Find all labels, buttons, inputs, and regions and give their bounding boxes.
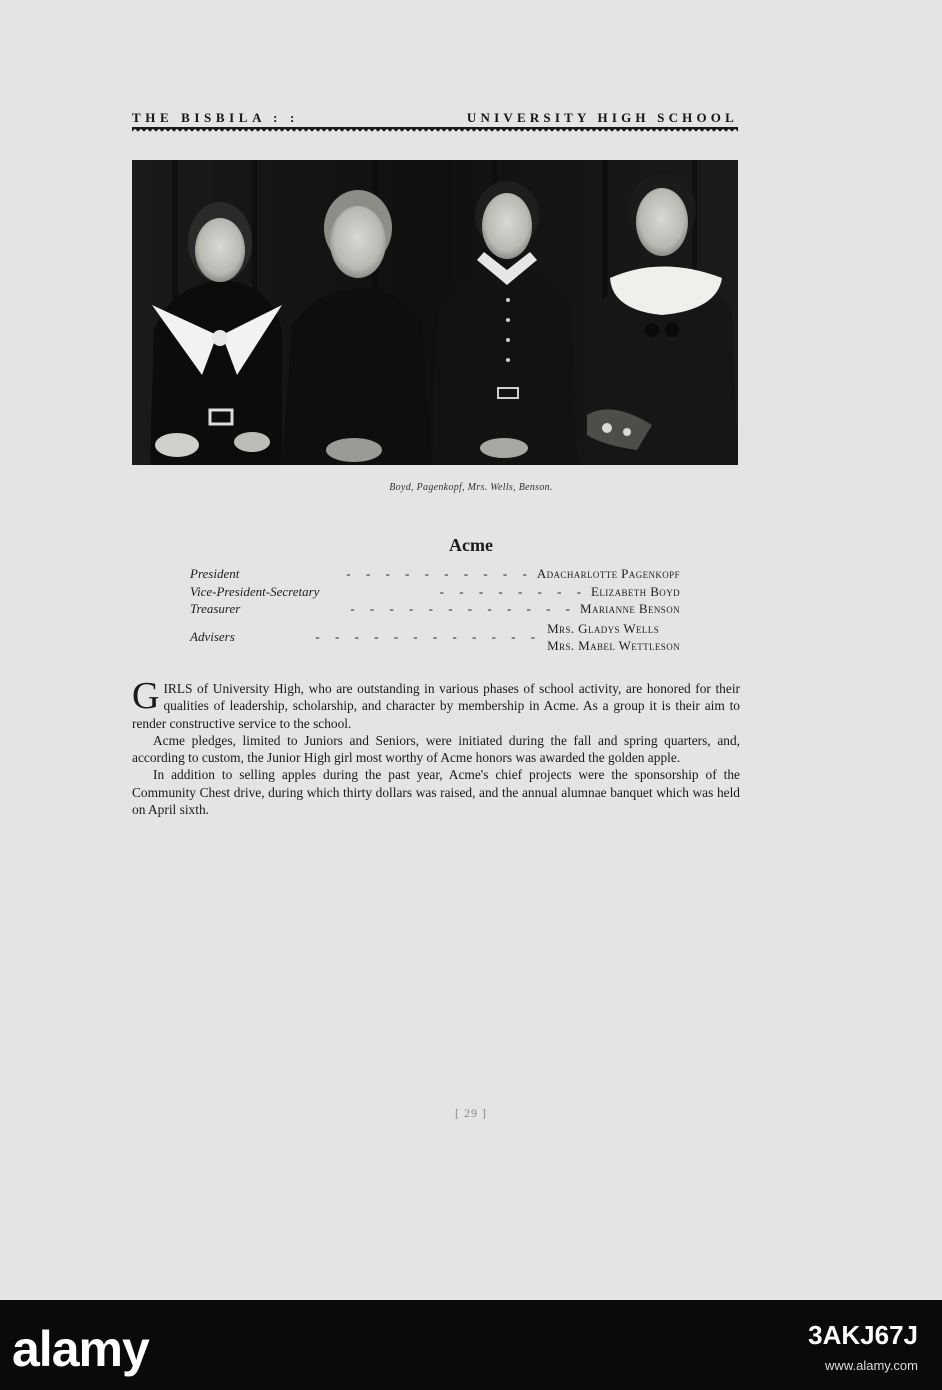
paragraph-1 xyxy=(132,675,740,732)
image-id: 3AKJ67J xyxy=(808,1320,918,1350)
leader-dots: - - - - - - - - xyxy=(439,583,588,599)
officer-role: President xyxy=(190,566,240,581)
paragraph-2: Acme pledges, limited to Juniors and Seniors, were initiated during the fall and spring quarters, and, according to custom, the Junior High girl most worthy of Acme honors was awarded the golden apple. xyxy=(132,732,740,766)
group-photo-image xyxy=(132,160,738,465)
officer-name: Elizabeth Boyd xyxy=(591,583,680,599)
leader-dots: - - - - - - - - - - - - xyxy=(350,601,577,616)
adviser-name: Mrs. Gladys Wells xyxy=(547,620,660,636)
officer-name: Marianne Benson xyxy=(580,601,680,616)
officer-row xyxy=(190,566,680,584)
drop-cap: G xyxy=(132,675,160,717)
watermark-logo: alamy xyxy=(12,1321,149,1377)
page-number: [ 29 ] xyxy=(455,1106,487,1120)
officer-role: Treasurer xyxy=(190,601,241,616)
group-photo xyxy=(132,160,738,465)
leader-dots: - - - - - - - - - - xyxy=(346,566,533,581)
advisers-row xyxy=(190,620,680,655)
officer-role: Vice-President-Secretary xyxy=(190,583,320,599)
advisers-role: Advisers xyxy=(190,629,235,644)
officer-list xyxy=(190,566,680,655)
zigzag-rule xyxy=(132,127,738,134)
adviser-name: Mrs. Mabel Wettleson xyxy=(547,638,680,653)
paragraph-1-text: IRLS of University High, who are outstanding in various phases of school activity, are honored for their qualities of leadership, scholarship, and character by membership in Acme. As a group it is their aim to render constructive service to the school. xyxy=(132,681,740,731)
officer-row xyxy=(190,601,680,619)
officer-row xyxy=(190,584,680,602)
masthead-publication: THE BISBILA : : xyxy=(132,110,299,125)
adviser-names xyxy=(547,620,680,655)
officer-name: Adacharlotte Pagenkopf xyxy=(536,566,680,581)
club-title: Acme xyxy=(449,535,493,555)
watermark-footer xyxy=(0,1300,942,1390)
watermark-url: www.alamy.com xyxy=(825,1358,918,1373)
paragraph-3: In addition to selling apples during the past year, Acme's chief projects were the sponsorship of the Community Chest drive, during which thirty dollars was raised, and the annual alumnae banquet which was held on April sixth. xyxy=(132,767,740,818)
article-body xyxy=(132,675,740,818)
masthead xyxy=(132,110,738,126)
photo-caption: Boyd, Pagenkopf, Mrs. Wells, Benson. xyxy=(389,482,553,493)
masthead-school: UNIVERSITY HIGH SCHOOL xyxy=(466,110,738,125)
leader-dots: - - - - - - - - - - - - xyxy=(315,629,542,644)
